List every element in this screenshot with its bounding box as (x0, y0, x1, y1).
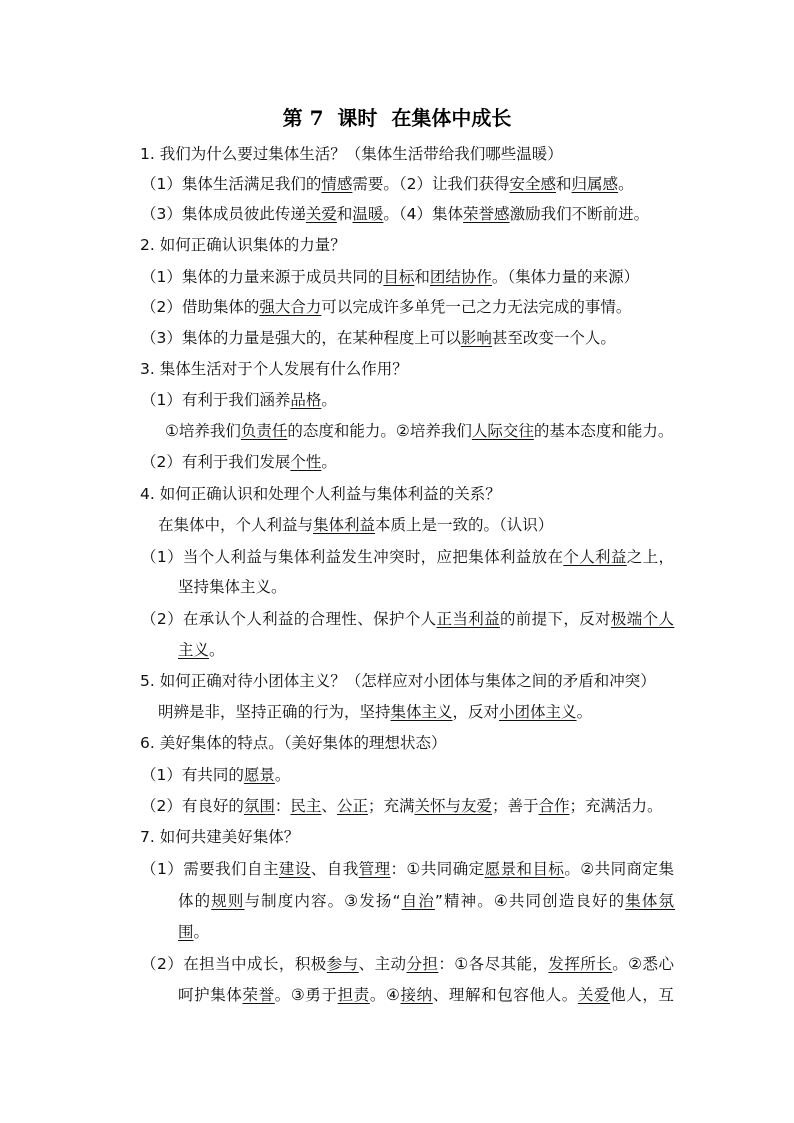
text-segment: 与制度内容。③发扬“ (244, 892, 402, 910)
text-segment: 。 (576, 703, 593, 721)
underlined-keyword: 接纳 (400, 986, 433, 1004)
text-segment: 。③勇于 (274, 986, 338, 1004)
text-segment: （2）有良好的 (141, 797, 244, 815)
underlined-keyword: 合作 (538, 797, 570, 815)
underlined-keyword: 集体主义 (390, 703, 453, 721)
question-heading (140, 483, 501, 505)
answer-line (141, 266, 639, 288)
answer-line (141, 173, 634, 195)
text-segment: 6. 美好集体的特点。（美好集体的理想状态） (140, 734, 447, 752)
answer-line (141, 795, 663, 817)
text-segment: ，反对 (452, 703, 500, 721)
text-segment: 、自我 (310, 860, 359, 878)
underlined-keyword: 品格 (290, 391, 322, 409)
underlined-keyword: 集体氛 (625, 892, 676, 910)
text-segment: （1）集体的力量来源于成员共同的 (141, 268, 384, 286)
answer-line (165, 420, 673, 442)
text-segment: ：①共同确定 (390, 860, 485, 878)
text-segment: 、理解和包容他人。 (432, 986, 578, 1004)
underlined-keyword: 建设 (278, 860, 311, 878)
underlined-keyword: 参与 (326, 955, 359, 973)
text-segment: ： (274, 797, 291, 815)
answer-line (141, 608, 674, 630)
text-segment: 的基本态度和能力。 (533, 422, 674, 440)
underlined-keyword: 关爱 (577, 986, 611, 1004)
text-segment: （2）在担当中成长，积极 (141, 955, 327, 973)
text-segment: 明辨是非，坚持正确的行为，坚持 (158, 703, 391, 721)
question-heading (140, 732, 446, 754)
answer-line (178, 921, 209, 943)
underlined-keyword: 正当利益 (436, 610, 500, 628)
question-heading (140, 826, 299, 848)
answer-line (158, 514, 553, 536)
text-segment: 1. 我们为什么要过集体生活？（集体生活带给我们哪些温暖） (140, 145, 563, 163)
text-segment: 。 (321, 391, 337, 409)
answer-line (178, 984, 675, 1006)
text-segment: （2）在承认个人利益的合理性、保护个人 (141, 610, 437, 628)
underlined-keyword: 影响 (460, 329, 492, 347)
text-segment: 2. 如何正确认识集体的力量？ (140, 236, 346, 254)
text-segment: 和 (556, 175, 572, 193)
text-segment: 甚至改变一个人。 (491, 329, 616, 347)
text-segment: 需要。（2）让我们获得 (352, 175, 510, 193)
text-segment: 。 (321, 453, 337, 471)
underlined-keyword: 主义 (178, 641, 210, 659)
underlined-keyword: 愿景 (243, 766, 275, 784)
answer-line (178, 576, 287, 598)
text-segment: 5. 如何正确对待小团体主义？（怎样应对小团体与集体之间的矛盾和冲突） (140, 672, 656, 690)
underlined-keyword: 个人利益 (563, 548, 627, 566)
text-segment: 。 (618, 175, 634, 193)
underlined-keyword: 情感 (321, 175, 353, 193)
underlined-keyword: 关爱 (305, 205, 337, 223)
underlined-keyword: 荣誉 (242, 986, 275, 1004)
text-segment: 和 (336, 205, 353, 223)
underlined-keyword: 荣誉感 (463, 205, 510, 223)
underlined-keyword: 分担 (406, 955, 439, 973)
answer-line (141, 764, 290, 786)
underlined-keyword: 温暖 (352, 205, 384, 223)
text-segment: 。（4）集体 (383, 205, 464, 223)
underlined-keyword: 归属感 (571, 175, 619, 193)
text-segment: 坚持集体主义。 (178, 578, 287, 596)
page-title: 第 7 课时 在集体中成长 (282, 106, 512, 130)
underlined-keyword: 公正 (336, 797, 368, 815)
answer-line (178, 639, 225, 661)
text-segment: 激励我们不断前进。 (509, 205, 650, 223)
answer-line (141, 327, 616, 349)
answer-line (141, 296, 631, 318)
text-segment: （2）借助集体的 (141, 298, 260, 316)
underlined-keyword: 团结协作 (429, 268, 492, 286)
text-segment: 。②共同商定集 (564, 860, 675, 878)
text-segment: 呵护集体 (178, 986, 243, 1004)
underlined-keyword: 人际交往 (471, 422, 534, 440)
text-segment: （3）集体成员彼此传递 (141, 205, 306, 223)
text-segment: 的前提下，反对 (499, 610, 611, 628)
answer-line (158, 701, 592, 723)
answer-line (141, 858, 674, 880)
text-segment: 的态度和能力。②培养我们 (287, 422, 472, 440)
answer-line (141, 203, 649, 225)
underlined-keyword: 愿景和目标 (484, 860, 565, 878)
underlined-keyword: 规则 (211, 892, 245, 910)
text-segment: 和 (414, 268, 430, 286)
text-segment: （3）集体的力量是强大的，在某种程度上可以 (141, 329, 461, 347)
underlined-keyword: 管理 (358, 860, 391, 878)
answer-line (141, 389, 337, 411)
text-segment: 体的 (178, 892, 212, 910)
underlined-keyword: 个性 (290, 453, 322, 471)
text-segment: 。 (209, 641, 225, 659)
question-heading (140, 234, 346, 256)
underlined-keyword: 集体利益 (313, 516, 376, 534)
underlined-keyword: 关怀与友爱 (414, 797, 492, 815)
question-heading (140, 143, 563, 165)
underlined-keyword: 氛围 (243, 797, 275, 815)
text-segment: 4. 如何正确认识和处理个人利益与集体利益的关系？ (140, 485, 501, 503)
text-segment: （1）有共同的 (141, 766, 244, 784)
text-segment: 。 (274, 766, 291, 784)
text-segment: 。④ (369, 986, 401, 1004)
text-segment: 。②悉心 (612, 955, 675, 973)
underlined-keyword: 担责 (337, 986, 370, 1004)
text-segment: ：①各尽其能， (438, 955, 549, 973)
underlined-keyword: 负责任 (240, 422, 288, 440)
text-segment: （2）有利于我们发展 (141, 453, 291, 471)
text-segment: 。（集体力量的来源） (491, 268, 640, 286)
text-segment: ”精神。④共同创造良好的 (434, 892, 626, 910)
text-segment: 可以完成许多单凭一己之力无法完成的事情。 (321, 298, 632, 316)
underlined-keyword: 极端个人 (610, 610, 675, 628)
underlined-keyword: 安全感 (509, 175, 557, 193)
question-heading (140, 358, 408, 380)
text-segment: （1）需要我们自主 (141, 860, 279, 878)
text-segment: 。 (193, 923, 210, 941)
text-segment: ①培养我们 (165, 422, 241, 440)
answer-line (141, 953, 674, 975)
text-segment: 、 (321, 797, 337, 815)
answer-line (141, 546, 674, 568)
text-segment: 本质上是一致的。（认识） (375, 516, 554, 534)
text-segment: 3. 集体生活对于个人发展有什么作用？ (140, 360, 408, 378)
answer-line (141, 451, 337, 473)
answer-line (178, 890, 675, 912)
text-segment: （1）当个人利益与集体利益发生冲突时，应把集体利益放在 (141, 548, 564, 566)
underlined-keyword: 围 (178, 923, 194, 941)
text-segment: （1）集体生活满足我们的 (141, 175, 322, 193)
underlined-keyword: 发挥所长 (548, 955, 613, 973)
text-segment: 在集体中，个人利益与 (158, 516, 314, 534)
text-segment: ；充满活力。 (569, 797, 663, 815)
text-segment: 7. 如何共建美好集体？ (140, 828, 300, 846)
text-segment: 他人，互 (610, 986, 675, 1004)
underlined-keyword: 目标 (383, 268, 415, 286)
underlined-keyword: 强大合力 (259, 298, 322, 316)
underlined-keyword: 民主 (290, 797, 322, 815)
text-segment: ；善于 (491, 797, 539, 815)
text-segment: ；充满 (367, 797, 415, 815)
question-heading (140, 670, 656, 692)
underlined-keyword: 自治 (401, 892, 435, 910)
text-segment: 之上， (626, 548, 675, 566)
underlined-keyword: 小团体主义 (499, 703, 577, 721)
text-segment: （1）有利于我们涵养 (141, 391, 291, 409)
text-segment: 、主动 (358, 955, 407, 973)
